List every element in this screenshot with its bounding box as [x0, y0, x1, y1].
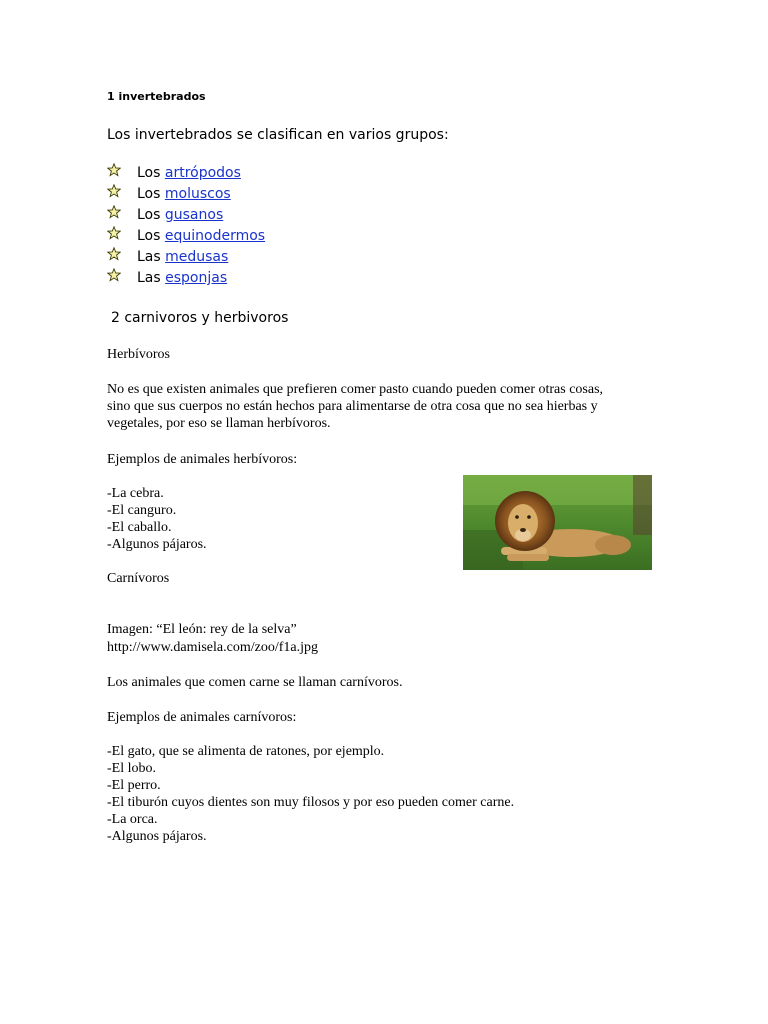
herbivores-examples-title: Ejemplos de animales herbívoros: — [107, 452, 298, 467]
carnivores-title: Carnívoros — [107, 571, 170, 586]
list-item: -Algunos pájaros. — [107, 829, 207, 844]
star-icon — [107, 268, 121, 282]
group-prefix: Las — [137, 249, 166, 265]
group-prefix: Los — [137, 186, 165, 202]
list-item — [107, 184, 265, 205]
section-heading: 1 invertebrados — [107, 90, 206, 103]
group-prefix: Los — [137, 228, 165, 244]
section-subtitle: 2 carnivoros y herbivoros — [111, 310, 289, 326]
group-link-medusas[interactable]: medusas — [165, 249, 229, 265]
herbivores-title: Herbívoros — [107, 347, 170, 362]
list-item: -El lobo. — [107, 761, 156, 776]
carnivores-definition: Los animales que comen carne se llaman carnívoros. — [107, 675, 403, 690]
paragraph-line: No es que existen animales que prefieren comer pasto cuando pueden comer otras cosas, — [107, 382, 604, 397]
herbivores-paragraph — [107, 381, 667, 432]
lion-photo — [463, 475, 652, 570]
image-source-url: http://www.damisela.com/zoo/f1a.jpg — [107, 640, 318, 655]
list-item: -El caballo. — [107, 520, 172, 535]
group-prefix: Las — [137, 270, 166, 286]
paragraph-line: sino que sus cuerpos no están hechos para alimentarse de otra cosa que no sea hierbas y — [107, 399, 598, 414]
invertebrate-groups-list — [107, 163, 265, 289]
group-prefix: Los — [137, 165, 165, 181]
list-item — [107, 226, 265, 247]
list-item: -El gato, que se alimenta de ratones, por ejemplo. — [107, 744, 385, 759]
star-icon — [107, 163, 121, 177]
list-item — [107, 268, 265, 289]
group-link-moluscos[interactable]: moluscos — [164, 186, 231, 202]
star-icon — [107, 205, 121, 219]
image-caption: Imagen: “El león: rey de la selva” — [107, 622, 297, 637]
list-item: -La orca. — [107, 812, 158, 827]
group-prefix: Los — [137, 207, 165, 223]
star-icon — [107, 226, 121, 240]
list-item — [107, 247, 265, 268]
group-link-gusanos[interactable]: gusanos — [164, 207, 224, 223]
list-item — [107, 163, 265, 184]
list-item: -El perro. — [107, 778, 161, 793]
group-link-esponjas[interactable]: esponjas — [165, 270, 228, 286]
carnivores-examples-title: Ejemplos de animales carnívoros: — [107, 710, 297, 725]
star-icon — [107, 184, 121, 198]
group-link-equinodermos[interactable]: equinodermos — [164, 228, 266, 244]
list-item: -Algunos pájaros. — [107, 537, 207, 552]
paragraph-line: vegetales, por eso se llaman herbívoros. — [107, 416, 331, 431]
list-item: -El tiburón cuyos dientes son muy filosos y por eso pueden comer carne. — [107, 795, 515, 810]
list-item — [107, 205, 265, 226]
group-link-artropodos[interactable]: artrópodos — [164, 165, 241, 181]
carnivores-examples-list — [107, 743, 667, 845]
star-icon — [107, 247, 121, 261]
list-item: -La cebra. — [107, 486, 164, 501]
list-item: -El canguro. — [107, 503, 177, 518]
intro-text: Los invertebrados se clasifican en varios grupos: — [107, 127, 449, 143]
lion-illustration — [463, 475, 652, 570]
